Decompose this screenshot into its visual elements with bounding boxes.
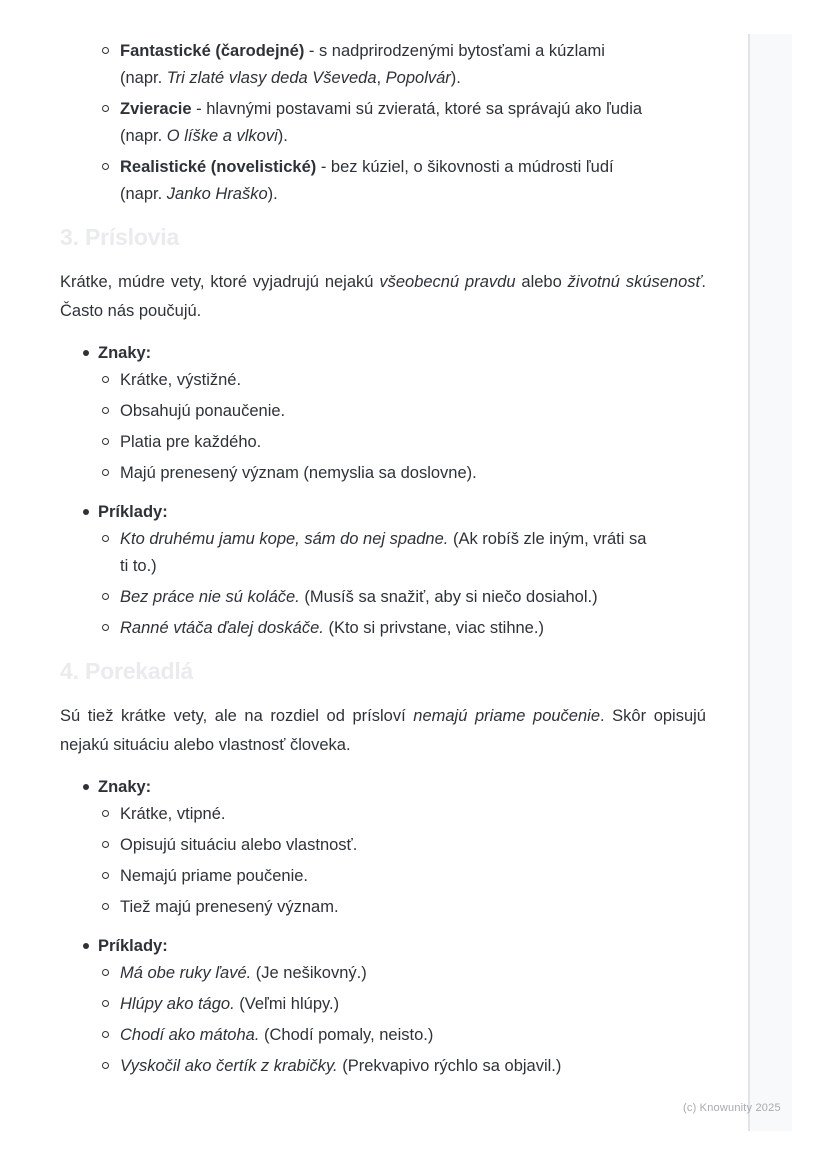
group-label: Príklady:	[98, 503, 168, 521]
adjacent-page-edge	[748, 34, 792, 1131]
group-znaky	[60, 774, 706, 921]
section-heading-porekadla: 4. Porekadlá	[60, 658, 194, 684]
group-priklady	[60, 933, 706, 1080]
list-item: Tiež majú prenesený význam.	[60, 894, 706, 921]
list-item-fantasticke: Fantastické (čarodejné) - s nadprirodzenými bytosťami a kúzlami (napr. Tri zlaté vlasy deda Vševeda, Popolvár).	[60, 38, 706, 92]
tale-types-list	[60, 38, 706, 208]
section-intro-prislovia: Krátke, múdre vety, ktoré vyjadrujú nejakú všeobecnú pravdu alebo životnú skúsenosť. Často nás poučujú.	[60, 273, 706, 320]
group-label: Znaky:	[98, 344, 152, 362]
list-item: Má obe ruky ľavé. (Je nešikovný.)	[60, 960, 706, 987]
group-label: Príklady:	[98, 937, 168, 955]
section-heading-prislovia: 3. Príslovia	[60, 224, 180, 250]
list-item: Platia pre každého.	[60, 429, 706, 456]
copyright-watermark: (c) Knowunity 2025	[683, 1102, 781, 1114]
list-item-zvieracie: Zvieracie - hlavnými postavami sú zvieratá, ktoré sa správajú ako ľudia (napr. O líške a vlkovi).	[60, 96, 706, 150]
list-item: Obsahujú ponaučenie.	[60, 398, 706, 425]
znaky-sublist	[60, 367, 706, 487]
list-item: Kto druhému jamu kope, sám do nej spadne. (Ak robíš zle iným, vráti sa ti to.)	[60, 526, 706, 580]
group-znaky	[60, 340, 706, 487]
document-content	[60, 38, 706, 1092]
list-item: Chodí ako mátoha. (Chodí pomaly, neisto.)	[60, 1022, 706, 1049]
list-item-realisticke: Realistické (novelistické) - bez kúziel, o šikovnosti a múdrosti ľudí (napr. Janko Hraško).	[60, 154, 706, 208]
prislovia-groups	[60, 340, 706, 642]
list-item: Majú prenesený význam (nemyslia sa doslovne).	[60, 460, 706, 487]
list-item: Opisujú situáciu alebo vlastnosť.	[60, 832, 706, 859]
group-priklady	[60, 499, 706, 642]
list-item: Krátke, vtipné.	[60, 801, 706, 828]
znaky-sublist	[60, 801, 706, 921]
section-intro-porekadla: Sú tiež krátke vety, ale na rozdiel od prísloví nemajú priame poučenie. Skôr opisujú nejakú situáciu alebo vlastnosť človeka.	[60, 707, 706, 754]
list-item: Nemajú priame poučenie.	[60, 863, 706, 890]
priklady-sublist	[60, 960, 706, 1080]
list-item: Vyskočil ako čertík z krabičky. (Prekvapivo rýchlo sa objavil.)	[60, 1053, 706, 1080]
list-item: Ranné vtáča ďalej doskáče. (Kto si privstane, viac stihne.)	[60, 615, 706, 642]
list-item: Bez práce nie sú koláče. (Musíš sa snažiť, aby si niečo dosiahol.)	[60, 584, 706, 611]
list-item: Krátke, výstižné.	[60, 367, 706, 394]
porekadla-groups	[60, 774, 706, 1080]
list-item: Hlúpy ako tágo. (Veľmi hlúpy.)	[60, 991, 706, 1018]
group-label: Znaky:	[98, 778, 152, 796]
priklady-sublist	[60, 526, 706, 642]
